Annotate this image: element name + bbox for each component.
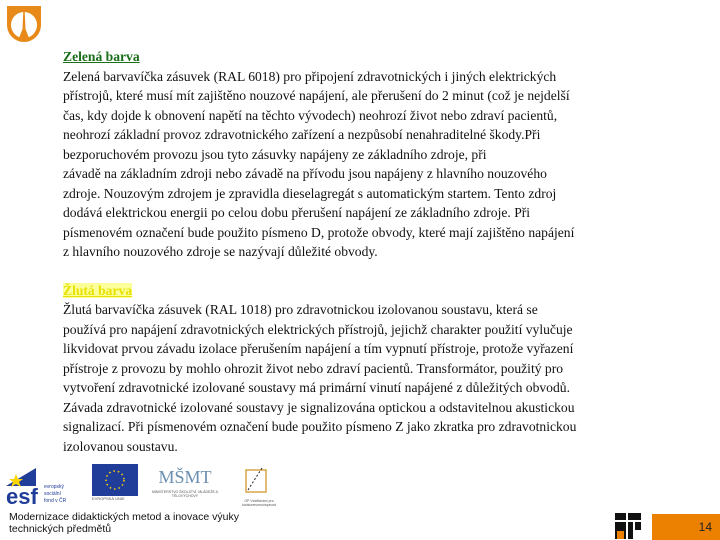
paragraph-green [63, 67, 683, 262]
text-line: Závada zdravotnické izolované soustavy je signalizována optickou a odstavitelnou akustickou [63, 399, 575, 415]
svg-text:esf: esf [6, 484, 38, 506]
text-line: neohrozí základní provoz zdravotnického zařízení a nezpůsobí nenahraditelné škody.Při [63, 127, 541, 142]
section-green [63, 47, 683, 262]
text-line: čas, kdy dojde k obnovení napětí na těchto vývodech) neohrozí život nebo zdraví pacientů, [63, 107, 558, 123]
text-line: vytvoření zdravotnické izolované soustavy má primární vinutí napájené z důležitých obvodů. [63, 380, 570, 395]
text-line: používá pro napájení zdravotnických elektrických přístrojů, jejichž charakter použití vylučuje [63, 321, 573, 337]
svg-text:fond v ČR: fond v ČR [44, 498, 67, 504]
text-line: izolovanou soustavu. [63, 438, 178, 454]
msmt-logo: MŠMT MINISTERSTVO ŠKOLSTVÍ, MLÁDEŽE A TĚLOVÝCHOVY [152, 467, 218, 498]
svg-text:sociální: sociální [44, 491, 61, 497]
text-line: přístroje z provozu by mohlo ohrozit život nebo zdraví pacientů. Transformátor, použitý pro [63, 360, 564, 376]
text-line: signalizací. Při písmenovém označení bude použito písmeno Z jako zkratka pro zdravotnickou [63, 419, 577, 434]
op-logo: OP Vzdělávání pro konkurenceschopnost [228, 464, 290, 506]
footer-line-2: technických předmětů [9, 523, 112, 535]
sponsor-logos [6, 464, 306, 506]
footer-project-title [9, 511, 239, 535]
text-line: z hlavního nouzového zdroje se nazývají důležité obvody. [63, 244, 378, 259]
section-yellow [63, 281, 683, 457]
eu-flag-logo [92, 464, 142, 506]
page-number-box [652, 514, 720, 540]
university-shield-logo [6, 5, 42, 43]
page-number: 14 [698, 520, 712, 534]
text-line: přístrojů, které musí mít zajištěno nouzové napájení, ale přerušení do 2 minut (což je nejdelší [63, 88, 570, 103]
svg-text:evropský: evropský [44, 484, 65, 490]
text-line: písmenovém označení bude použito písmeno D, protože obvody, které mají zajištěno napájení [63, 224, 575, 240]
eu-label: EVROPSKÁ UNIE [92, 496, 125, 501]
main-content [63, 47, 683, 456]
text-line: bezporuchovém provozu jsou tyto zásuvky napájeny ze základního zdroje, při [63, 146, 487, 162]
heading-green: Zelená barva [63, 49, 140, 64]
text-line: závadě na základním zdroji nebo závadě na přívodu jsou napájeny z hlavního nouzového [63, 166, 547, 181]
text-line: Zelená barvavíčka zásuvek (RAL 6018) pro připojení zdravotnických i jiných elektrických [63, 68, 557, 84]
esf-logo [6, 464, 88, 506]
heading-yellow: Žlutá barva [63, 282, 133, 298]
paragraph-yellow [63, 300, 683, 456]
text-line: zdroje. Nouzovým zdrojem je zpravidla dieselagregát s automatickým startem. Tento zdroj [63, 185, 557, 201]
footer-line-1: Modernizace didaktických metod a inovace výuky [9, 511, 239, 523]
text-line: dodává elektrickou energii po celou dobu přerušení napájení ze základního zdroje. Při [63, 205, 531, 220]
text-line: Žlutá barvavíčka zásuvek (RAL 1018) pro zdravotnickou izolovanou soustavu, která se [63, 302, 538, 317]
tul-logo [615, 513, 641, 539]
text-line: likvidovat prvou závadu izolace přerušením napájení a tím vypnutí přístroje, protože vyřazení [63, 341, 574, 356]
